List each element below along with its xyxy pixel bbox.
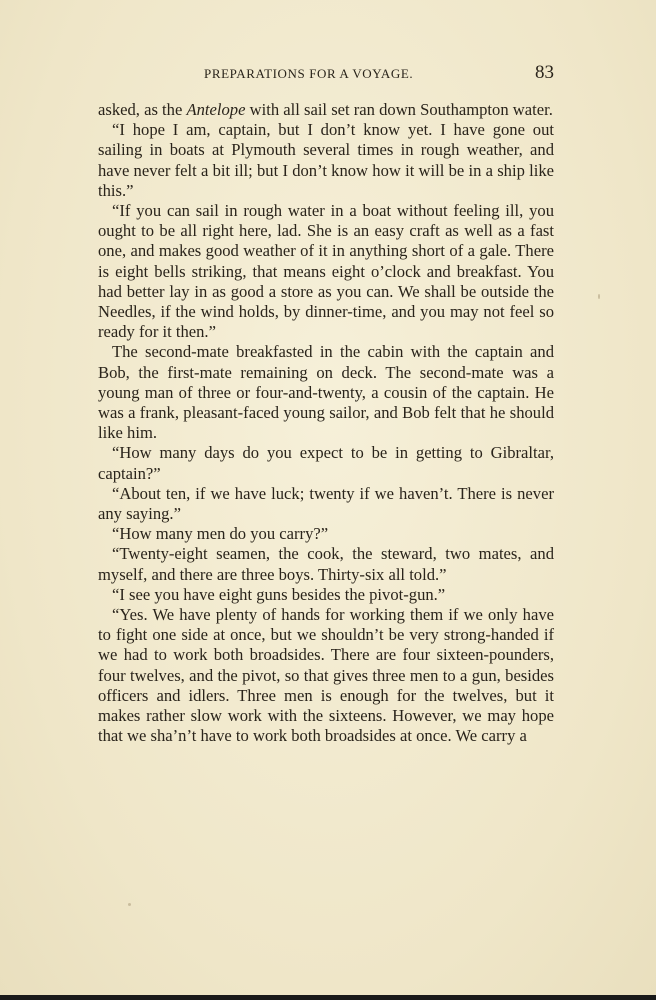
paragraph-7: “How many men do you carry?” bbox=[112, 524, 329, 544]
paragraph-8: “Twenty-eight seamen, the cook, the steward, two mates, and myself, and there are three boys. Thirty-six all told.” bbox=[98, 544, 554, 584]
paragraph-2: “I hope I am, captain, but I don’t know yet. I have gone out sailing in boats at Plymouth several times in rough weather, and have never felt a bit ill; but I don’t know how it will be in a ship like this.” bbox=[98, 120, 554, 200]
paragraph-9: “I see you have eight guns besides the pivot-gun.” bbox=[112, 584, 446, 604]
page-number: 83 bbox=[535, 62, 554, 83]
scan-edge bbox=[0, 995, 656, 1000]
body-text bbox=[98, 100, 554, 747]
paragraph-1-after: with all sail set ran down Southampton water. bbox=[245, 100, 553, 119]
paragraph-3: “If you can sail in rough water in a boat without feeling ill, you ought to be all right here, lad. She is an easy craft as well as a fast one, and makes good weather of it in anything short of a gale. There is eight bells striking, that means eight o’clock and breakfast. You had better lay in as good a store as you can. We shall be outside the Needles, if the wind holds, by dinner-time, and you may not feel so ready for it then.” bbox=[98, 201, 554, 342]
paragraph-5: “How many days do you expect to be in getting to Gibraltar, captain?” bbox=[98, 443, 554, 483]
paragraph-4: The second-mate breakfasted in the cabin with the captain and Bob, the first-mate remaining on deck. The second-mate was a young man of three or four-and-twenty, a cousin of the captain. He was a frank, pleasant-faced young sailor, and Bob felt that he should like him. bbox=[98, 342, 554, 443]
running-title: PREPARATIONS FOR A VOYAGE. bbox=[204, 66, 414, 81]
paper-speck bbox=[128, 903, 131, 906]
paragraph-10: “Yes. We have plenty of hands for working them if we only have to fight one side at once, but we shouldn’t be very strong-handed if we had to work both broadsides. There are four sixteen-pounders, four twelves, and the pivot, so that gives three men to a gun, besides officers and idlers. Three men is enough for the twelves, but it makes rather slow work with the sixteens. However, we may hope that we sha’n’t have to work both broadsides at once. We carry a bbox=[98, 605, 554, 746]
paragraph-1 bbox=[98, 100, 554, 120]
paragraph-1-before: asked, as the bbox=[98, 100, 187, 119]
paper-speck bbox=[598, 294, 600, 299]
running-head bbox=[98, 62, 554, 86]
paragraph-6: “About ten, if we have luck; twenty if we haven’t. There is never any saying.” bbox=[98, 483, 554, 524]
ship-name-antelope: Antelope bbox=[186, 100, 246, 119]
